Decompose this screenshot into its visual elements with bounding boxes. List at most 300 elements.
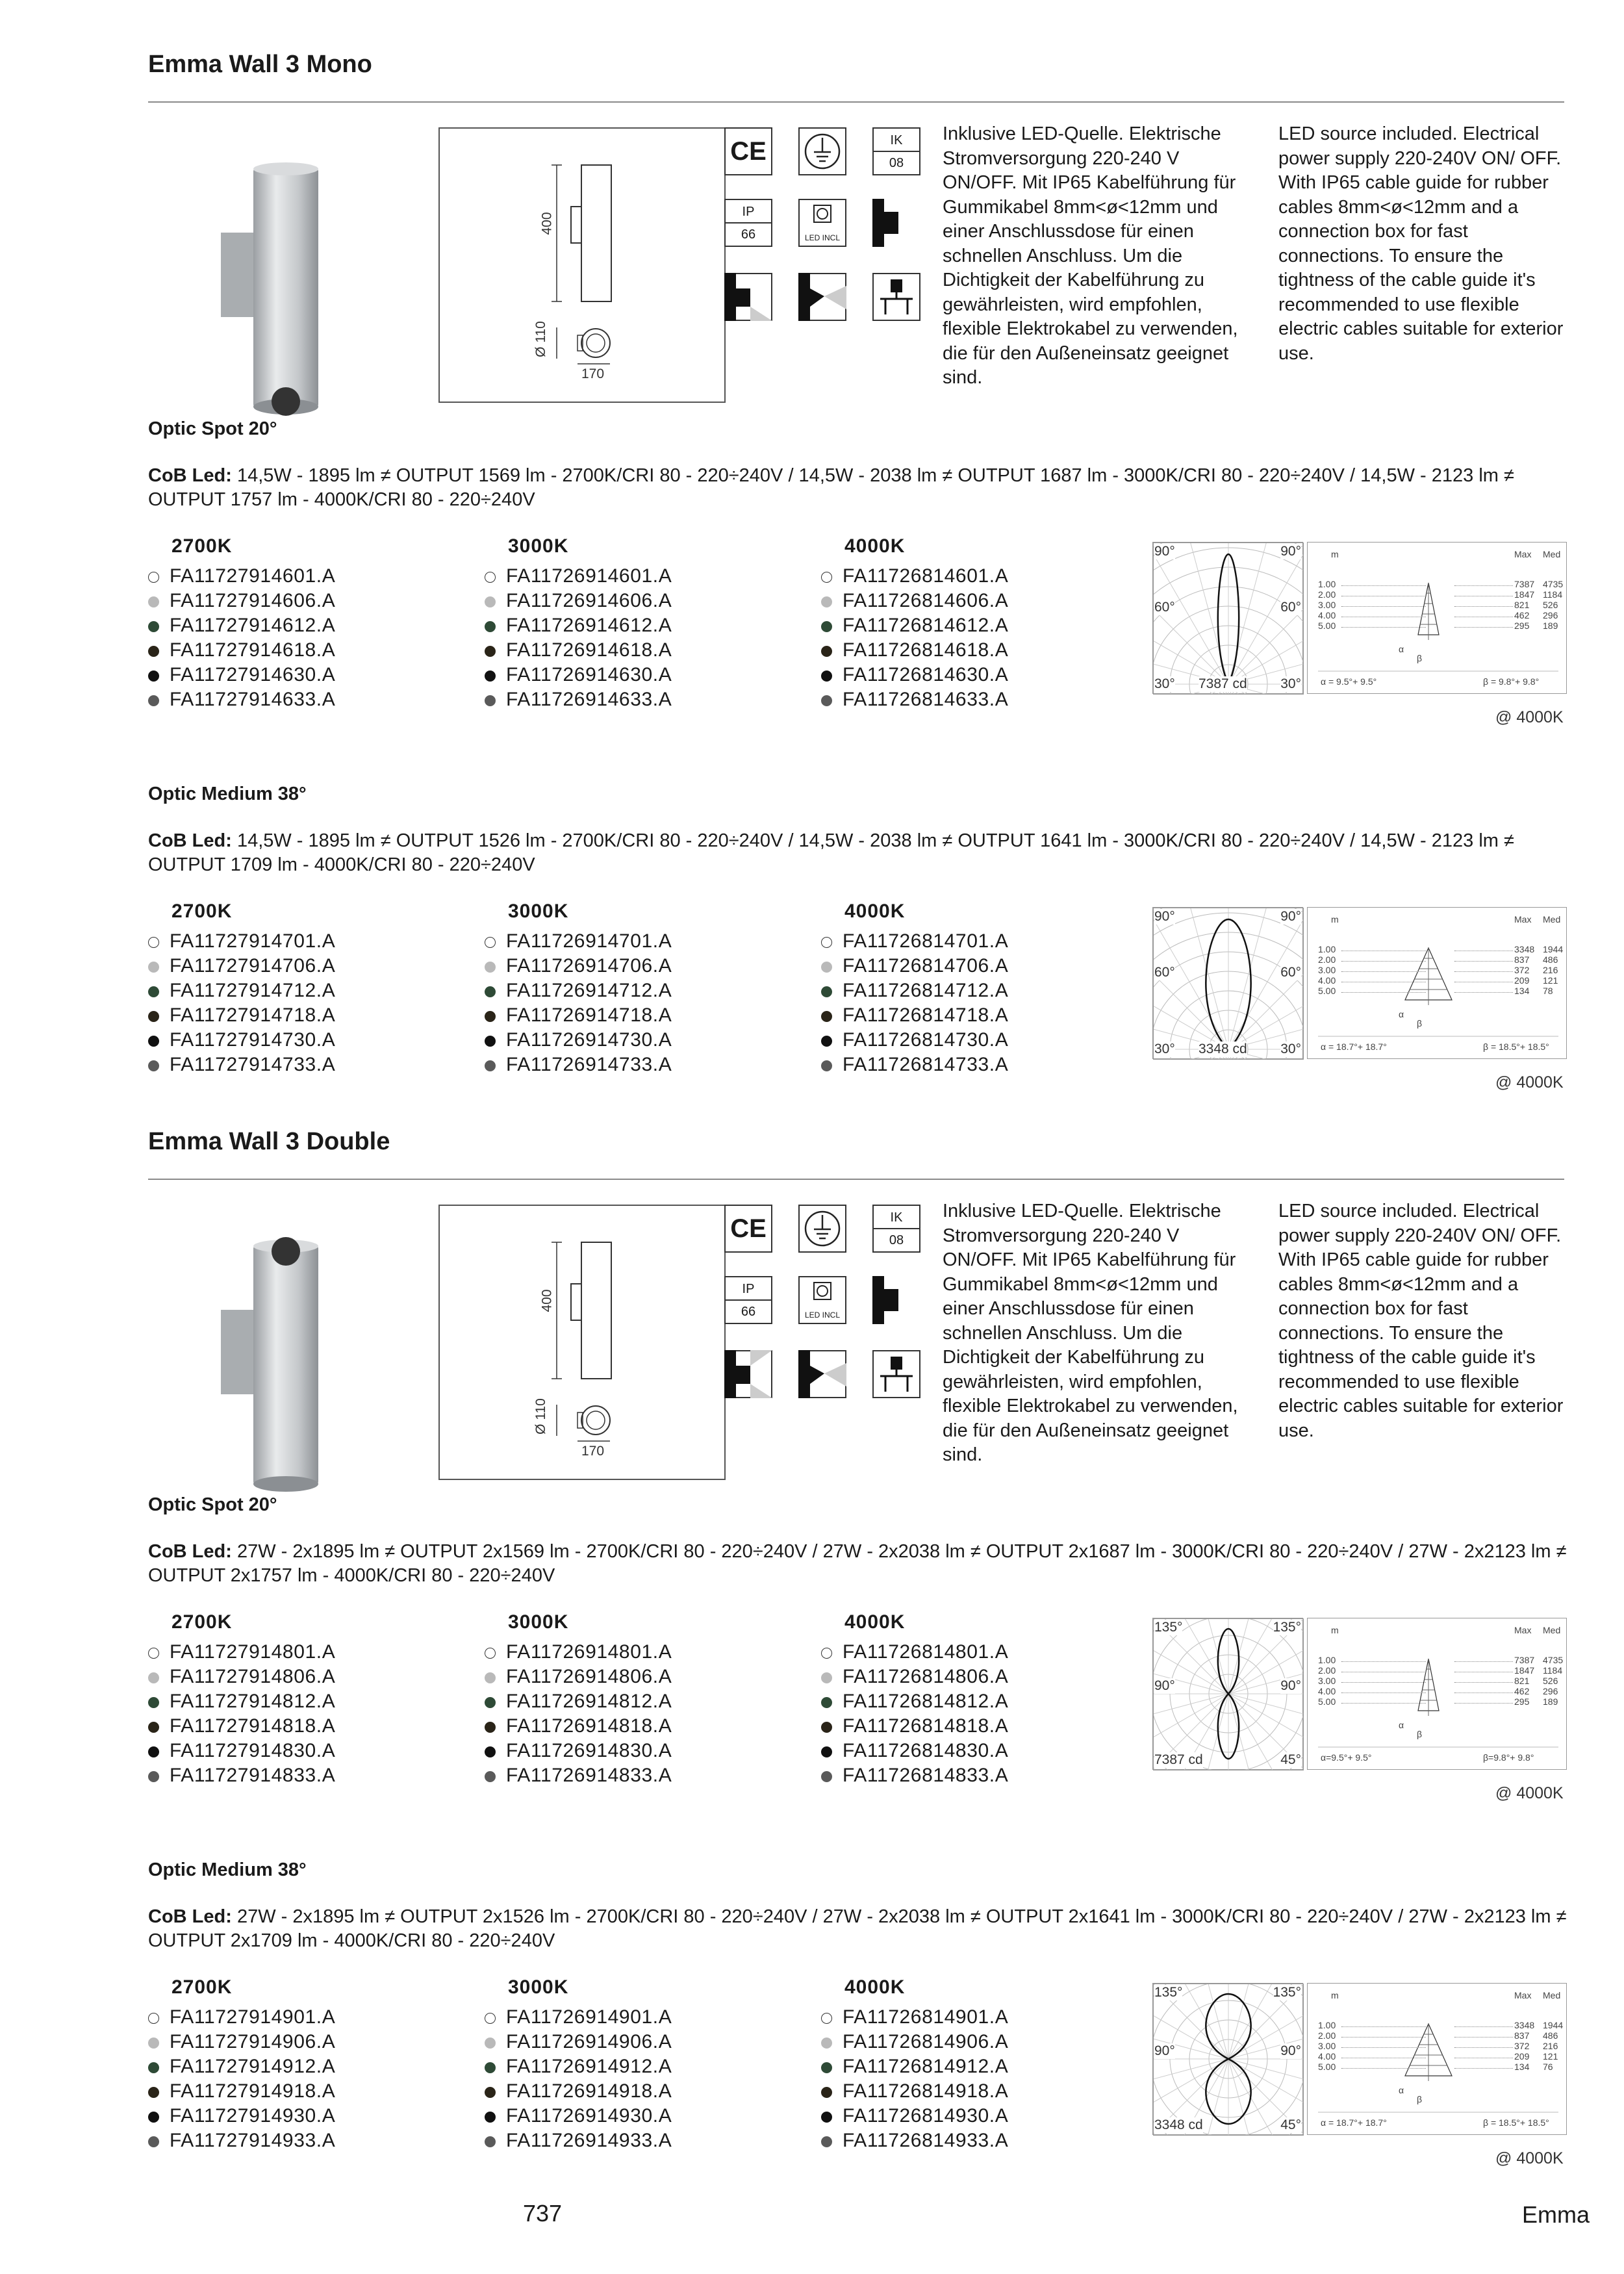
code-list-4000k <box>821 2005 1008 2153</box>
leader-dots <box>1341 585 1426 586</box>
finish-color-swatch <box>821 621 832 632</box>
polar-label-mid-left: 90° <box>1154 2043 1175 2058</box>
cone-distance: 1.00 <box>1318 2020 1336 2030</box>
leader-dots <box>1454 1661 1513 1662</box>
product-code-row <box>148 929 335 954</box>
cone-unit: m <box>1331 1990 1339 2000</box>
product-code-row <box>148 1714 335 1739</box>
cone-distance: 1.00 <box>1318 579 1336 589</box>
cone-row <box>1318 1665 1563 1676</box>
product-family-footer: Emma <box>1522 2201 1590 2228</box>
beta-angle: β=9.8°+ 9.8° <box>1483 1752 1534 1763</box>
product-code-row <box>821 2104 1008 2128</box>
depth-dimension: 170 <box>581 366 605 381</box>
product-code-row <box>485 663 672 687</box>
alpha-symbol: α <box>1399 1009 1404 1019</box>
cone-med-value: 486 <box>1543 2030 1558 2041</box>
leader-dots <box>1341 961 1426 962</box>
section-rule <box>148 1179 1564 1180</box>
protection-class-icon <box>798 127 846 175</box>
product-photo <box>214 155 344 428</box>
cone-med-value: 121 <box>1543 975 1558 986</box>
polar-label-top-left: 90° <box>1154 544 1175 559</box>
cone-row <box>1318 579 1564 589</box>
cone-unit: m <box>1331 914 1339 925</box>
leader-dots <box>1454 627 1513 628</box>
cone-max-value: 209 <box>1514 2051 1530 2062</box>
finish-color-swatch <box>485 1672 496 1683</box>
finish-color-swatch <box>485 2112 496 2123</box>
certification-icons <box>724 127 926 329</box>
cone-distance: 3.00 <box>1318 2041 1336 2051</box>
cone-distance: 1.00 <box>1318 1655 1336 1665</box>
ip-rating-icon <box>724 199 772 247</box>
beam-shape-icon <box>798 1350 846 1398</box>
polar-label-mid-right: 90° <box>1280 1678 1301 1693</box>
product-code: FA11726814718.A <box>843 1004 1009 1026</box>
cone-max-value: 7387 <box>1514 1655 1535 1665</box>
leader-dots <box>1454 2068 1513 2069</box>
finish-color-swatch <box>148 1722 159 1733</box>
cone-med-value: 189 <box>1543 620 1558 631</box>
column-header-3000k: 3000K <box>508 1976 569 1998</box>
product-code: FA11727914701.A <box>170 930 336 952</box>
finish-color-swatch <box>148 1036 159 1047</box>
cone-distance: 5.00 <box>1318 1696 1336 1707</box>
product-code-row <box>485 1028 672 1053</box>
product-code-row <box>485 613 672 638</box>
product-code-row <box>821 613 1008 638</box>
cone-distance: 4.00 <box>1318 975 1336 986</box>
finish-color-swatch <box>485 1060 496 1071</box>
product-code: FA11726814706.A <box>843 955 1009 977</box>
leader-dots <box>1341 1703 1426 1704</box>
cob-specs <box>148 464 1584 512</box>
code-list-2700k <box>148 1640 335 1788</box>
finish-color-swatch <box>821 695 832 706</box>
finish-color-swatch <box>148 1011 159 1022</box>
finish-color-swatch <box>485 2087 496 2098</box>
product-code-row <box>821 929 1008 954</box>
downlight-icon <box>872 273 920 321</box>
finish-color-swatch <box>821 1011 832 1022</box>
cone-distance: 3.00 <box>1318 600 1336 610</box>
cone-med-header: Med <box>1543 914 1561 925</box>
finish-color-swatch <box>821 2136 832 2147</box>
led-included-icon <box>798 199 846 247</box>
product-code: FA11726914633.A <box>506 689 672 710</box>
product-code-row <box>148 1665 335 1689</box>
cone-med-value: 526 <box>1543 1676 1558 1686</box>
product-code-row <box>148 1640 335 1665</box>
alpha-symbol: α <box>1399 644 1404 654</box>
product-code: FA11726914830.A <box>506 1740 672 1761</box>
cone-med-value: 1944 <box>1543 2020 1564 2030</box>
finish-color-swatch <box>485 671 496 682</box>
code-list-2700k <box>148 564 335 712</box>
product-code: FA11727914833.A <box>170 1765 336 1786</box>
product-code-row <box>485 1003 672 1028</box>
optic-title: Optic Medium 38° <box>148 784 307 804</box>
cone-row <box>1318 965 1558 975</box>
product-code: FA11726814612.A <box>843 615 1009 636</box>
finish-color-swatch <box>148 1771 159 1782</box>
product-code: FA11726814630.A <box>843 664 1009 685</box>
polar-candela: 3348 cd <box>1199 1041 1247 1056</box>
product-code: FA11726914718.A <box>506 1004 672 1026</box>
cone-table <box>1318 579 1564 631</box>
leader-dots <box>1454 1682 1513 1683</box>
product-code: FA11726914912.A <box>506 2056 672 2077</box>
cone-max-value: 295 <box>1514 1696 1530 1707</box>
polar-candela: 7387 cd <box>1199 676 1247 691</box>
product-code: FA11726814918.A <box>843 2080 1009 2102</box>
finish-color-swatch <box>485 2062 496 2073</box>
finish-color-swatch <box>148 1697 159 1708</box>
product-code-row <box>485 2104 672 2128</box>
cone-med-value: 1184 <box>1543 1665 1563 1676</box>
polar-label-top-left: 90° <box>1154 909 1175 924</box>
beta-symbol: β <box>1417 2094 1423 2104</box>
cone-row <box>1318 2030 1558 2041</box>
cone-med-header: Med <box>1543 1625 1561 1635</box>
finish-color-swatch <box>821 572 832 583</box>
finish-color-swatch <box>485 621 496 632</box>
column-header-2700k: 2700K <box>171 1611 233 1633</box>
cone-row <box>1318 600 1558 610</box>
product-code: FA11726814833.A <box>843 1765 1009 1786</box>
leader-dots <box>1341 2026 1426 2027</box>
product-code-row <box>821 564 1008 589</box>
cone-distance: 3.00 <box>1318 965 1336 975</box>
polar-label-top-left: 135° <box>1154 1985 1183 2000</box>
optic-title: Optic Spot 20° <box>148 1494 277 1515</box>
finish-color-swatch <box>485 2136 496 2147</box>
ip-rating-icon <box>724 1276 772 1324</box>
cone-distance: 1.00 <box>1318 944 1336 954</box>
alpha-angle: α=9.5°+ 9.5° <box>1321 1752 1372 1763</box>
product-code: FA11727914630.A <box>170 664 336 685</box>
finish-color-swatch <box>821 937 832 948</box>
finish-color-swatch <box>485 2038 496 2049</box>
product-code-row <box>485 1763 672 1788</box>
product-code-row <box>821 1714 1008 1739</box>
cone-med-value: 121 <box>1543 2051 1558 2062</box>
cone-row <box>1318 2051 1558 2062</box>
product-code: FA11727914612.A <box>170 615 336 636</box>
leader-dots <box>1454 585 1513 586</box>
finish-color-swatch <box>485 962 496 973</box>
finish-color-swatch <box>148 2013 159 2024</box>
ik-label: IK <box>874 1206 919 1229</box>
leader-dots <box>1341 606 1426 607</box>
product-code: FA11727914706.A <box>170 955 336 977</box>
product-code-row <box>485 564 672 589</box>
product-code: FA11726814830.A <box>843 1740 1009 1761</box>
product-code-row <box>821 663 1008 687</box>
polar-label-top-right: 90° <box>1280 909 1301 924</box>
cone-row <box>1318 1696 1558 1707</box>
alpha-angle: α = 18.7°+ 18.7° <box>1321 1041 1387 1052</box>
finish-color-swatch <box>821 2062 832 2073</box>
finish-color-swatch <box>485 1722 496 1733</box>
product-code: FA11726914712.A <box>506 980 672 1001</box>
cone-distance: 2.00 <box>1318 589 1336 600</box>
product-code-row <box>821 954 1008 978</box>
column-header-4000k: 4000K <box>844 1611 906 1633</box>
finish-color-swatch <box>821 1648 832 1659</box>
diameter-dimension: Ø 110 <box>533 1398 548 1435</box>
product-code: FA11727914712.A <box>170 980 336 1001</box>
height-dimension: 400 <box>539 212 555 235</box>
product-code-row <box>821 2079 1008 2104</box>
product-code: FA11726914833.A <box>506 1765 672 1786</box>
product-code-row <box>485 1714 672 1739</box>
product-code: FA11726914933.A <box>506 2130 672 2151</box>
product-code-row <box>485 1053 672 1077</box>
led-included-icon <box>798 1276 846 1324</box>
cone-med-value: 78 <box>1543 986 1553 996</box>
product-code-row <box>148 2054 335 2079</box>
beta-angle: β = 9.8°+ 9.8° <box>1483 676 1540 687</box>
polar-label-mid-right: 60° <box>1280 600 1301 615</box>
cone-med-value: 1944 <box>1543 944 1564 954</box>
finish-color-swatch <box>148 986 159 997</box>
leader-dots <box>1454 992 1513 993</box>
polar-label-top-right: 135° <box>1273 1985 1301 2000</box>
finish-color-swatch <box>148 2087 159 2098</box>
height-dimension: 400 <box>539 1289 555 1312</box>
light-emission-icon <box>724 1350 772 1398</box>
cob-label: CoB Led: <box>148 830 232 851</box>
cone-distance: 4.00 <box>1318 2051 1336 2062</box>
beta-angle: β = 18.5°+ 18.5° <box>1483 1041 1549 1052</box>
product-code: FA11726814812.A <box>843 1691 1009 1712</box>
product-code: FA11726914630.A <box>506 664 672 685</box>
finish-color-swatch <box>148 671 159 682</box>
product-code-row <box>821 978 1008 1003</box>
cone-max-header: Max <box>1514 1990 1532 2000</box>
finish-color-swatch <box>485 2013 496 2024</box>
product-code-row <box>485 1640 672 1665</box>
cone-row <box>1318 986 1558 996</box>
polar-label-top-right: 90° <box>1280 544 1301 559</box>
cone-med-value: 4735 <box>1543 1655 1564 1665</box>
ip-value: 66 <box>741 1305 756 1319</box>
cone-distance: 4.00 <box>1318 610 1336 620</box>
leader-dots <box>1454 2047 1513 2048</box>
cone-max-value: 1847 <box>1514 1665 1535 1676</box>
finish-color-swatch <box>485 572 496 583</box>
product-code: FA11726914601.A <box>506 565 672 587</box>
finish-color-swatch <box>821 1746 832 1757</box>
product-code-row <box>485 2128 672 2153</box>
finish-color-swatch <box>485 1648 496 1659</box>
product-code: FA11727914801.A <box>170 1641 336 1663</box>
ip-value: 66 <box>741 227 756 242</box>
cob-text: 14,5W - 1895 lm ≠ OUTPUT 1526 lm - 2700K/CRI 80 - 220÷240V / 14,5W - 2038 lm ≠ OUTPUT 1641 lm - 3000K/CRI 80 - 220÷240V / 14,5W - 2123 lm ≠ OUTPUT 1709 lm - 4000K/CRI 80 - 220÷240V <box>148 830 1514 875</box>
product-code-row <box>148 1028 335 1053</box>
product-code-row <box>148 2005 335 2030</box>
product-code-row <box>485 954 672 978</box>
polar-diagram <box>1152 1618 1303 1770</box>
cone-unit: m <box>1331 1625 1339 1635</box>
code-list-3000k <box>485 1640 672 1788</box>
product-code-row <box>148 1003 335 1028</box>
cone-max-value: 372 <box>1514 2041 1530 2051</box>
ce-mark-icon <box>724 1205 772 1253</box>
polar-label-bottom-left: 7387 cd <box>1154 1752 1203 1767</box>
leader-dots <box>1341 2068 1426 2069</box>
finish-color-swatch <box>148 2112 159 2123</box>
product-code: FA11726814633.A <box>843 689 1009 710</box>
product-code-row <box>148 2079 335 2104</box>
ip-label: IP <box>726 200 771 224</box>
ce-mark-icon <box>724 127 772 175</box>
product-code: FA11726814733.A <box>843 1054 1009 1075</box>
polar-label-bottom-right: 30° <box>1280 1041 1301 1056</box>
cone-med-value: 189 <box>1543 1696 1558 1707</box>
finish-color-swatch <box>485 1746 496 1757</box>
product-code-row <box>148 1689 335 1714</box>
product-code-row <box>148 954 335 978</box>
cone-max-value: 821 <box>1514 1676 1530 1686</box>
finish-color-swatch <box>821 1722 832 1733</box>
finish-color-swatch <box>485 695 496 706</box>
beta-angle: β = 18.5°+ 18.5° <box>1483 2117 1549 2128</box>
product-code: FA11726914930.A <box>506 2105 672 2127</box>
cone-diagram <box>1307 1983 1567 2135</box>
ik-rating-icon <box>872 1205 920 1253</box>
cone-distance: 3.00 <box>1318 1676 1336 1686</box>
leader-dots <box>1341 971 1426 972</box>
finish-color-swatch <box>148 572 159 583</box>
cone-diagram <box>1307 907 1567 1059</box>
finish-color-swatch <box>485 596 496 607</box>
product-code: FA11727914812.A <box>170 1691 336 1712</box>
finish-color-swatch <box>485 1697 496 1708</box>
product-code-row <box>821 1689 1008 1714</box>
product-code-row <box>821 687 1008 712</box>
alpha-angle: α = 18.7°+ 18.7° <box>1321 2117 1387 2128</box>
product-code-row <box>821 589 1008 613</box>
cone-row <box>1318 610 1558 620</box>
product-code: FA11726914806.A <box>506 1666 672 1687</box>
finish-color-swatch <box>485 1011 496 1022</box>
polar-label-bottom-left: 3348 cd <box>1154 2117 1203 2132</box>
ip-label: IP <box>726 1277 771 1301</box>
polar-label-mid-left: 60° <box>1154 965 1175 980</box>
ce-mark-text: CE <box>730 1214 767 1243</box>
measured-at-4000k: @ 4000K <box>1495 2149 1564 2167</box>
column-header-2700k: 2700K <box>171 535 233 557</box>
product-code: FA11726914612.A <box>506 615 672 636</box>
product-code: FA11726914618.A <box>506 639 672 661</box>
finish-color-swatch <box>485 986 496 997</box>
product-code: FA11726814712.A <box>843 980 1009 1001</box>
finish-color-swatch <box>821 596 832 607</box>
cone-max-header: Max <box>1514 1625 1532 1635</box>
product-code-row <box>485 978 672 1003</box>
finish-color-swatch <box>148 2062 159 2073</box>
cone-distance: 2.00 <box>1318 2030 1336 2041</box>
product-code: FA11726814801.A <box>843 1641 1009 1663</box>
column-header-2700k: 2700K <box>171 1976 233 1998</box>
cone-diagram <box>1307 1618 1567 1770</box>
product-code: FA11726814933.A <box>843 2130 1009 2151</box>
ik-value: 08 <box>889 156 904 170</box>
beam-shape-icon <box>798 273 846 321</box>
cone-row <box>1318 954 1558 965</box>
product-code: FA11727914912.A <box>170 2056 336 2077</box>
column-header-4000k: 4000K <box>844 1976 906 1998</box>
finish-color-swatch <box>485 1036 496 1047</box>
product-code: FA11727914818.A <box>170 1715 336 1737</box>
finish-color-swatch <box>821 1036 832 1047</box>
product-code: FA11726914730.A <box>506 1029 672 1051</box>
description-english: LED source included. Electrical power supply 220-240V ON/ OFF. With IP65 cable guide for rubber cables 8mm<ø<12mm and a connection box for fast connections. To ensure the tightness of the cable guide it's recommended to use flexible electric cables suitable for exterior use. <box>1278 1201 1564 1441</box>
cone-row <box>1318 1676 1558 1686</box>
cone-row <box>1318 2041 1558 2051</box>
column-header-3000k: 3000K <box>508 1611 569 1633</box>
cone-table <box>1318 944 1564 996</box>
product-code-row <box>148 613 335 638</box>
cone-med-value: 76 <box>1543 2062 1553 2072</box>
product-code: FA11727914830.A <box>170 1740 336 1761</box>
code-list-4000k <box>821 929 1008 1077</box>
alpha-symbol: α <box>1399 1720 1404 1730</box>
beta-symbol: β <box>1417 1729 1423 1739</box>
product-code: FA11727914606.A <box>170 590 336 611</box>
code-list-4000k <box>821 564 1008 712</box>
leader-dots <box>1341 2037 1426 2038</box>
product-code-row <box>148 687 335 712</box>
polar-label-bottom-right: 30° <box>1280 676 1301 691</box>
ik-label: IK <box>874 129 919 152</box>
product-code: FA11726814730.A <box>843 1029 1009 1051</box>
cob-text: 27W - 2x1895 lm ≠ OUTPUT 2x1526 lm - 2700K/CRI 80 - 220÷240V / 27W - 2x2038 lm ≠ OUTPUT 2x1641 lm - 3000K/CRI 80 - 220÷240V / 27W - 2x2123 lm ≠ OUTPUT 2x1709 lm - 4000K/CRI 80 - 220÷240V <box>148 1906 1567 1951</box>
product-code: FA11726914606.A <box>506 590 672 611</box>
polar-diagram <box>1152 1983 1303 2135</box>
product-code-row <box>148 978 335 1003</box>
cone-max-value: 372 <box>1514 965 1530 975</box>
cone-max-header: Max <box>1514 549 1532 559</box>
measured-at-4000k: @ 4000K <box>1495 1073 1564 1092</box>
cone-max-value: 1847 <box>1514 589 1535 600</box>
finish-color-swatch <box>148 695 159 706</box>
protection-class-icon <box>798 1205 846 1253</box>
cone-med-header: Med <box>1543 1990 1561 2000</box>
cob-specs <box>148 1540 1584 1588</box>
finish-color-swatch <box>821 671 832 682</box>
product-code: FA11726814606.A <box>843 590 1009 611</box>
product-code: FA11726814806.A <box>843 1666 1009 1687</box>
leader-dots <box>1341 1661 1426 1662</box>
finish-color-swatch <box>821 1060 832 1071</box>
column-header-2700k: 2700K <box>171 901 233 922</box>
alpha-angle: α = 9.5°+ 9.5° <box>1321 676 1377 687</box>
leader-dots <box>1341 992 1426 993</box>
leader-dots <box>1341 1682 1426 1683</box>
product-code: FA11726814912.A <box>843 2056 1009 2077</box>
wall-mount-icon <box>872 1276 920 1324</box>
description-english: LED source included. Electrical power supply 220-240V ON/ OFF. With IP65 cable guide for rubber cables 8mm<ø<12mm and a connection box for fast connections. To ensure the tightness of the cable guide it's recommended to use flexible electric cables suitable for exterior use. <box>1278 123 1564 364</box>
cone-max-value: 7387 <box>1514 579 1535 589</box>
product-code: FA11727914901.A <box>170 2006 336 2028</box>
cone-row <box>1318 2020 1564 2030</box>
finish-color-swatch <box>485 1771 496 1782</box>
polar-label-bottom-right: 45° <box>1280 1752 1301 1767</box>
